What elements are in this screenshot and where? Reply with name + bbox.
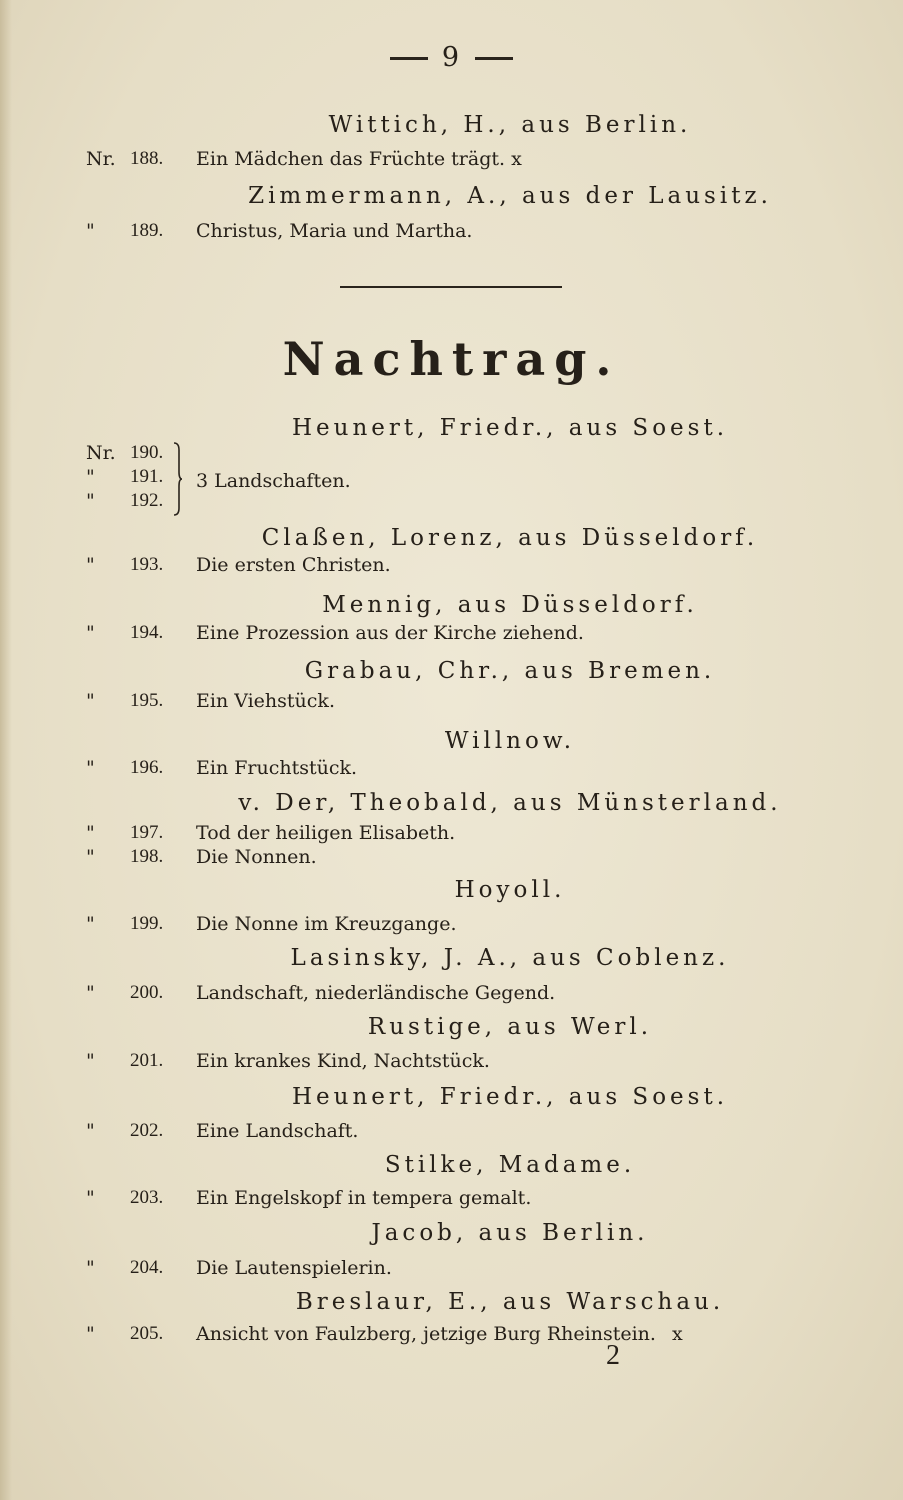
- entry-title: Christus, Maria und Martha.: [196, 220, 473, 242]
- entry-prefix: ": [86, 1187, 95, 1209]
- entry-title-text: Ein Mädchen das Früchte trägt.: [196, 148, 506, 170]
- entry-number: 203.: [130, 1187, 164, 1208]
- group-row: [0, 490, 180, 514]
- artist-heading: v. Der, Theobald, aus Münsterland.: [238, 790, 782, 816]
- entry-prefix: ": [86, 1120, 95, 1142]
- entry-title: 3 Landschaften.: [196, 470, 351, 492]
- group-row: [0, 442, 180, 466]
- artist-heading: Hoyoll.: [454, 877, 566, 903]
- catalog-entry: [0, 757, 903, 783]
- entry-mark: x: [671, 1323, 683, 1345]
- entry-title-text: Tod der heiligen Elisabeth.: [196, 822, 456, 844]
- entry-title: [196, 1050, 490, 1072]
- catalog-entry: [0, 220, 903, 246]
- entry-title: [196, 982, 555, 1004]
- entry-number: 193.: [130, 554, 164, 575]
- artist-heading: Lasinsky, J. A., aus Coblenz.: [290, 945, 730, 971]
- artist-heading: Grabau, Chr., aus Bremen.: [304, 658, 716, 684]
- catalog-entry: [0, 822, 903, 848]
- artist-heading: Willnow.: [444, 728, 576, 754]
- entry-number: 201.: [130, 1050, 164, 1071]
- entry-prefix: ": [86, 490, 95, 512]
- entry-number: 195.: [130, 690, 164, 711]
- printer-signature-mark: 2: [606, 1340, 620, 1371]
- entry-title-text: Ein Engelskopf in tempera gemalt.: [196, 1187, 532, 1209]
- entry-title-text: Ein krankes Kind, Nachtstück.: [196, 1050, 490, 1072]
- entry-number: 199.: [130, 913, 164, 934]
- entry-prefix: Nr.: [86, 442, 116, 464]
- entry-prefix: ": [86, 822, 95, 844]
- entry-prefix: ": [86, 622, 95, 644]
- entry-prefix: ": [86, 757, 95, 779]
- entry-number: 194.: [130, 622, 164, 643]
- section-divider-rule: [340, 286, 562, 288]
- entry-number: 191.: [130, 466, 164, 487]
- artist-heading: Heunert, Friedr., aus Soest.: [291, 1084, 729, 1110]
- page-number: 9: [441, 42, 462, 73]
- catalog-entry: [0, 554, 903, 580]
- entry-prefix: ": [86, 913, 95, 935]
- entry-number: 198.: [130, 846, 164, 867]
- artist-heading: Breslaur, E., aus Warschau.: [295, 1289, 725, 1315]
- entry-title: [196, 1120, 358, 1142]
- catalog-entry: [0, 148, 903, 174]
- catalog-entry: [0, 1120, 903, 1146]
- catalog-entry: [0, 622, 903, 648]
- entry-prefix: ": [86, 220, 95, 242]
- entry-mark: x: [511, 148, 522, 170]
- entry-number: 200.: [130, 982, 164, 1003]
- entry-title: [196, 846, 317, 868]
- catalog-entry: [0, 1187, 903, 1213]
- artist-heading: Jacob, aus Berlin.: [371, 1220, 649, 1246]
- section-title: Nachtrag.: [282, 332, 621, 386]
- entry-title: [196, 148, 522, 170]
- catalog-entry: [0, 690, 903, 716]
- entry-number: 204.: [130, 1257, 164, 1278]
- entry-prefix: ": [86, 1257, 95, 1279]
- group-row: [0, 466, 180, 490]
- entry-number: 190.: [130, 442, 164, 463]
- catalog-entry: [0, 913, 903, 939]
- entry-number: 196.: [130, 757, 164, 778]
- entry-title: [196, 1187, 531, 1209]
- entry-prefix: Nr.: [86, 148, 116, 170]
- entry-number: 205.: [130, 1323, 164, 1344]
- artist-heading: Heunert, Friedr., aus Soest.: [291, 415, 729, 441]
- entry-prefix: ": [86, 466, 95, 488]
- entry-prefix: ": [86, 982, 95, 1004]
- page-header: [0, 42, 903, 73]
- entry-number: 197.: [130, 822, 164, 843]
- entry-prefix: ": [86, 846, 95, 868]
- artist-heading: Wittich, H., aus Berlin.: [328, 112, 692, 138]
- entry-number: 188.: [130, 148, 164, 169]
- header-dash-left: [390, 57, 428, 60]
- entry-title: [196, 822, 455, 844]
- entry-title: [196, 913, 457, 935]
- entry-title-text: Die Lautenspielerin.: [196, 1257, 392, 1279]
- entry-title-text: Die ersten Christen.: [196, 554, 391, 576]
- entry-number: 189.: [130, 220, 164, 241]
- entry-title-text: Eine Landschaft.: [196, 1120, 359, 1142]
- catalog-entry: [0, 982, 903, 1008]
- grouped-catalog-entry: [0, 442, 903, 520]
- catalog-entry: [0, 1050, 903, 1076]
- entry-number: 192.: [130, 490, 164, 511]
- entry-title: [196, 554, 391, 576]
- entry-title: [196, 757, 357, 779]
- artist-heading: Claßen, Lorenz, aus Düsseldorf.: [261, 525, 759, 551]
- catalog-entry: [0, 1323, 903, 1349]
- entry-prefix: ": [86, 690, 95, 712]
- entry-prefix: ": [86, 1050, 95, 1072]
- entry-number: 202.: [130, 1120, 164, 1141]
- entry-title-text: Ein Fruchtstück.: [196, 757, 358, 779]
- artist-heading: Mennig, aus Düsseldorf.: [322, 592, 698, 618]
- entry-title: [196, 690, 335, 712]
- entry-prefix: ": [86, 554, 95, 576]
- artist-heading: Zimmermann, A., aus der Lausitz.: [248, 183, 772, 209]
- entry-title: [196, 622, 584, 644]
- curly-brace-icon: [172, 442, 182, 516]
- entry-title-text: Eine Prozession aus der Kirche ziehend.: [196, 622, 584, 644]
- artist-heading: Rustige, aus Werl.: [367, 1014, 653, 1040]
- entry-title-text: Die Nonne im Kreuzgange.: [196, 913, 457, 935]
- entry-title-text: Ansicht von Faulzberg, jetzige Burg Rheinstein.: [196, 1323, 656, 1345]
- entry-prefix: ": [86, 1323, 95, 1345]
- entry-title-text: Die Nonnen.: [196, 846, 317, 868]
- catalog-entry: [0, 1257, 903, 1283]
- artist-heading: Stilke, Madame.: [384, 1152, 636, 1178]
- catalog-entry: [0, 846, 903, 872]
- entry-title: [196, 1257, 392, 1279]
- entry-title-text: Ein Viehstück.: [196, 690, 335, 712]
- entry-title-text: Landschaft, niederländische Gegend.: [196, 982, 556, 1004]
- header-dash-right: [475, 57, 513, 60]
